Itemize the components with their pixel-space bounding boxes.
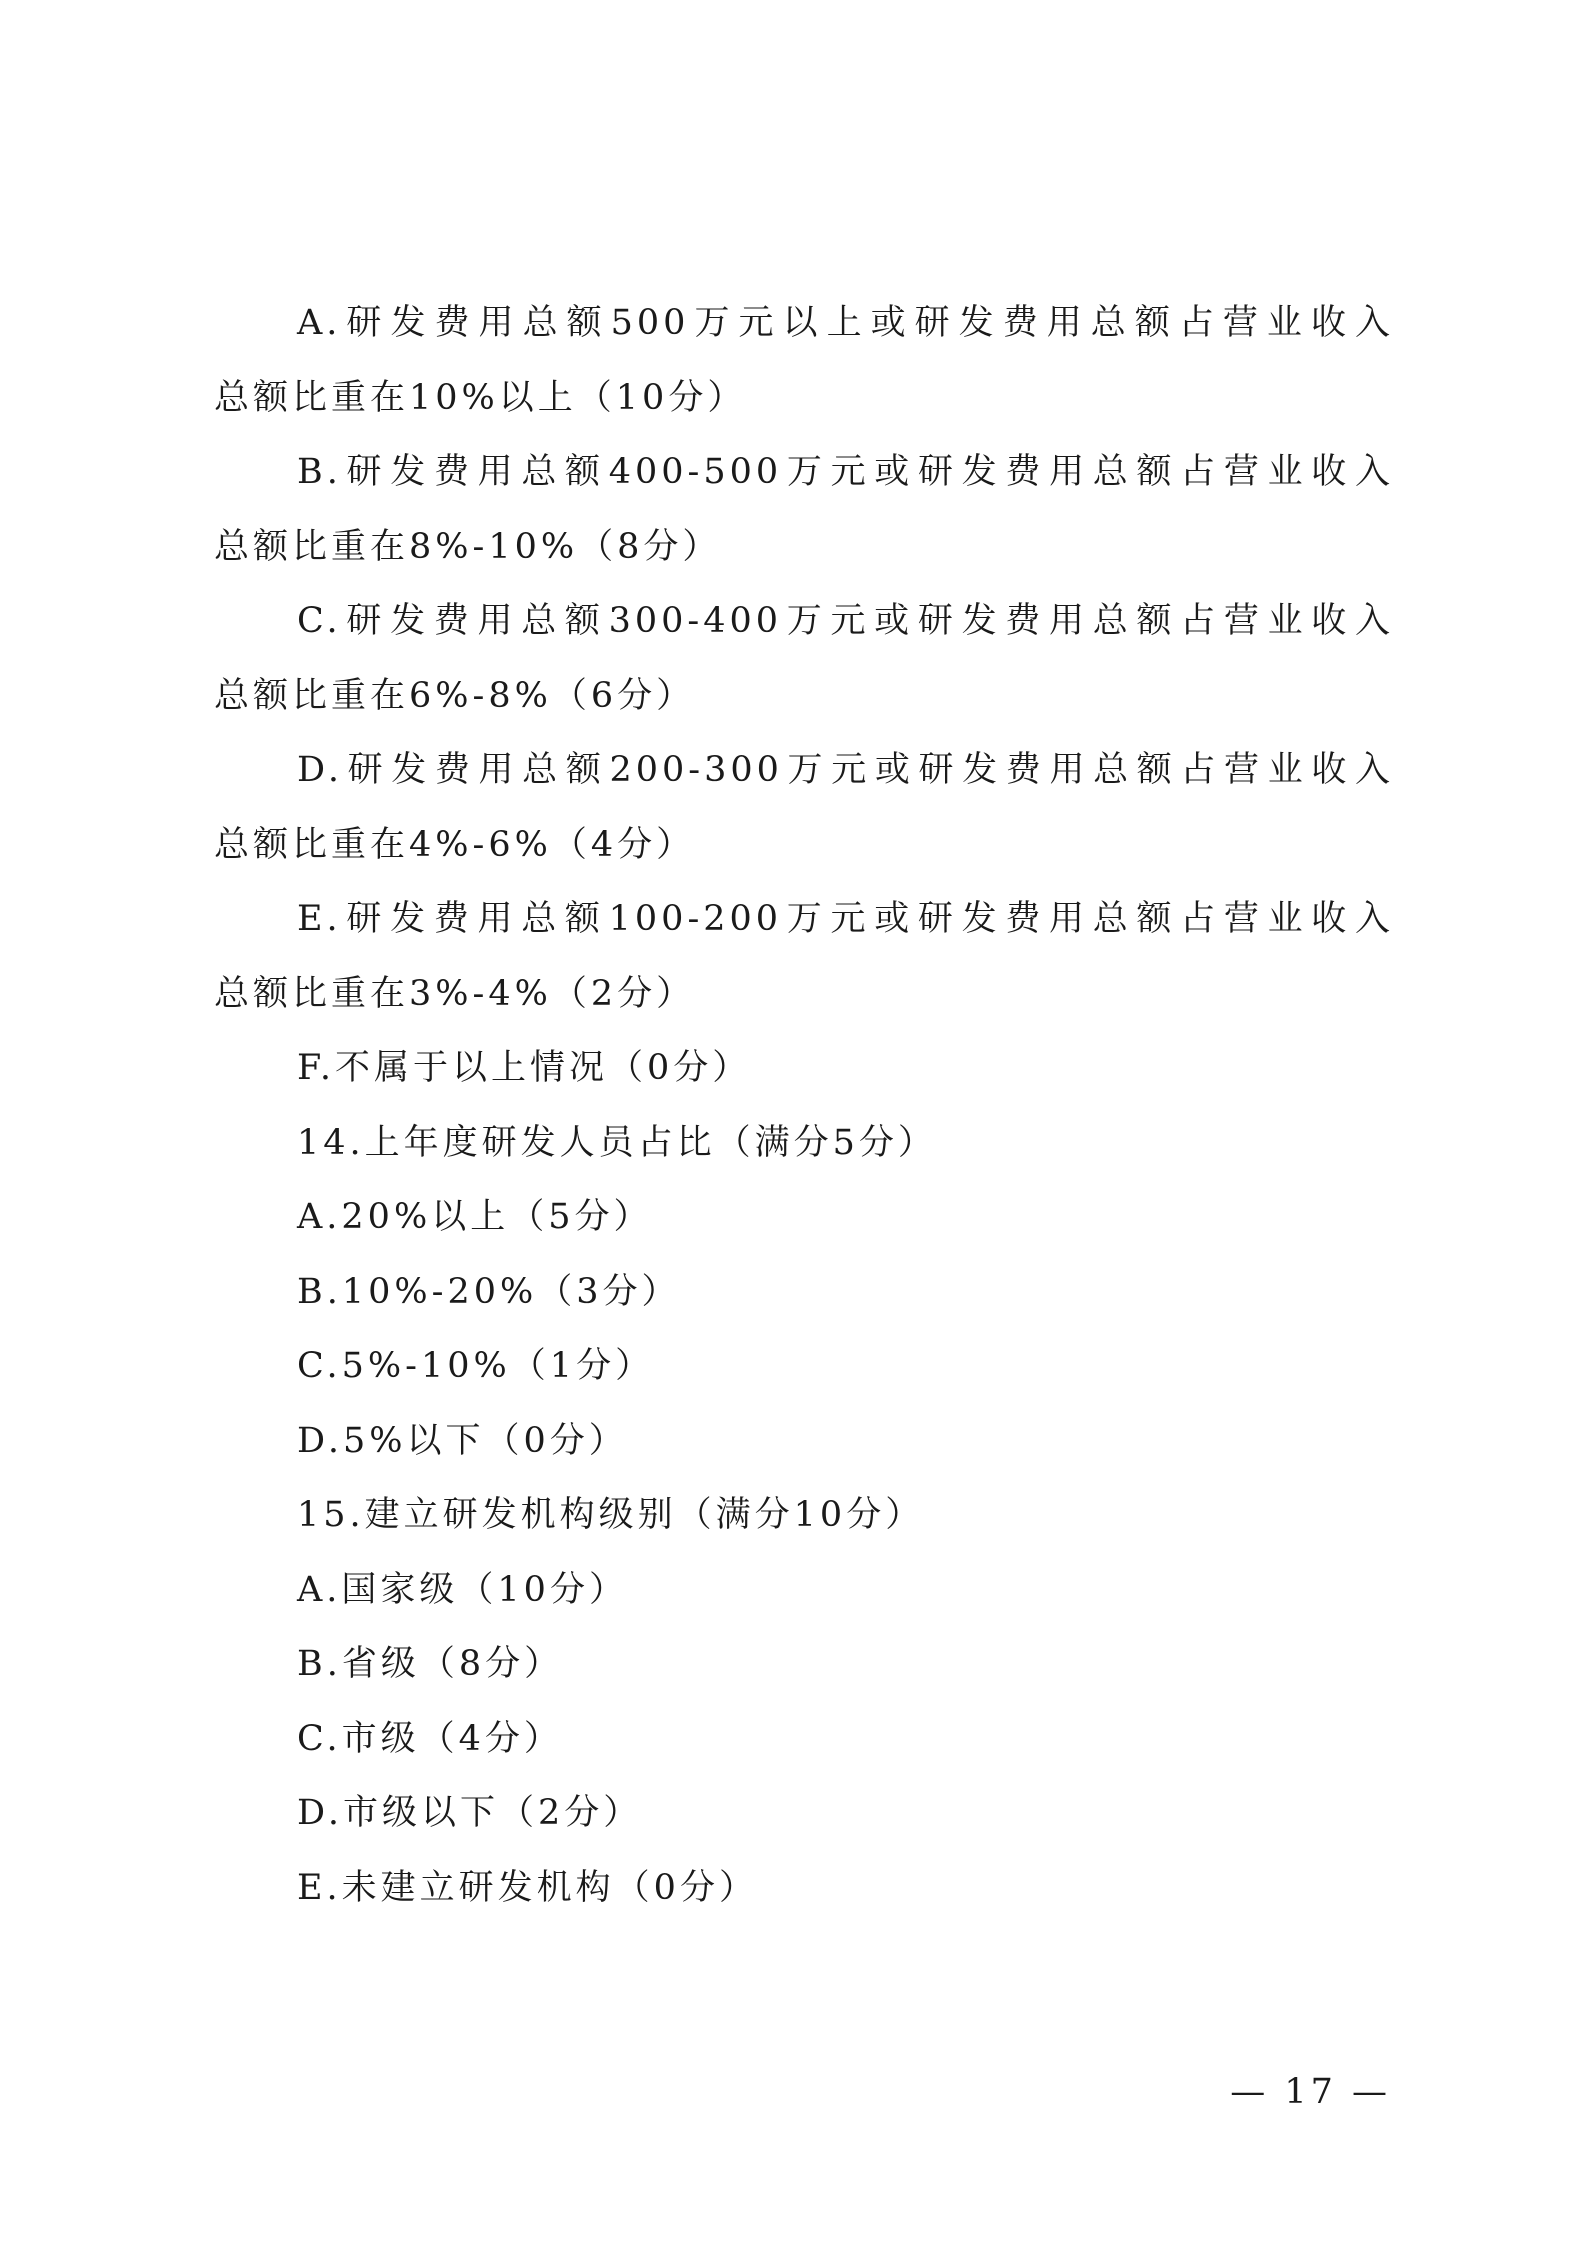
section-14-option-b: B.10%-20%（3分） xyxy=(297,1271,681,1312)
option-c-line-1: C.研发费用总额300-400万元或研发费用总额占营业收入 xyxy=(297,601,1394,641)
document-body xyxy=(214,286,1394,1925)
section-15-heading: 15.建立研发机构级别（满分10分） xyxy=(297,1495,925,1535)
option-a-line-2: 总额比重在10%以上（10分） xyxy=(214,377,747,418)
section-15-option-e: E.未建立研发机构（0分） xyxy=(297,1867,758,1908)
option-b-line-1: B.研发费用总额400-500万元或研发费用总额占营业收入 xyxy=(297,452,1394,492)
option-a-line-1: A.研发费用总额500万元以上或研发费用总额占营业收入 xyxy=(297,303,1394,343)
option-d-line-2: 总额比重在4%-6%（4分） xyxy=(214,824,696,865)
option-b-line-2: 总额比重在8%-10%（8分） xyxy=(214,526,722,567)
option-e-line-2: 总额比重在3%-4%（2分） xyxy=(214,973,696,1014)
section-15-option-a: A.国家级（10分） xyxy=(297,1569,628,1610)
option-c-line-2: 总额比重在6%-8%（6分） xyxy=(214,675,696,716)
option-f: F.不属于以上情况（0分） xyxy=(297,1048,752,1088)
section-15-option-b: B.省级（8分） xyxy=(297,1644,564,1684)
section-14-option-d: D.5%以下（0分） xyxy=(297,1420,628,1461)
section-15-option-c: C.市级（4分） xyxy=(297,1718,563,1759)
section-14-option-c: C.5%-10%（1分） xyxy=(297,1346,655,1386)
page-number: — 17 — xyxy=(1230,2072,1391,2112)
option-e-line-1: E.研发费用总额100-200万元或研发费用总额占营业收入 xyxy=(297,899,1394,939)
section-14-option-a: A.20%以上（5分） xyxy=(297,1197,653,1237)
section-15-option-d: D.市级以下（2分） xyxy=(297,1793,643,1833)
section-14-heading: 14.上年度研发人员占比（满分5分） xyxy=(297,1122,937,1163)
option-d-line-1: D.研发费用总额200-300万元或研发费用总额占营业收入 xyxy=(297,750,1394,790)
